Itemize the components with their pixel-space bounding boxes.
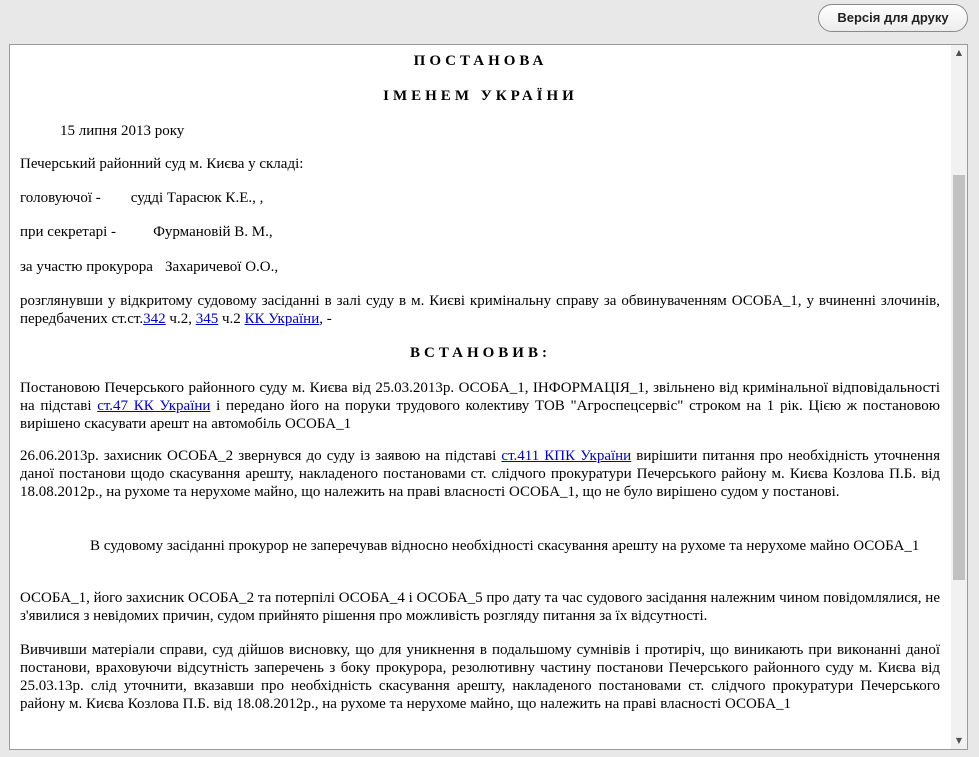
paragraph-text: вирішити питання про необхідність уточнення даної постанови щодо скасування арешту, накладеного постановами ст. слідчого прокуратури Печерського району м. Києва Козлова П.Б. від 18.08.2012р., на рухоме та нерухоме майно, що належить на праві власності ОСОБА_1, що не було вирішено судом у постанові. bbox=[20, 448, 940, 500]
paragraph-5: Вивчивши матеріали справи, суд дійшов висновку, що для уникнення в подальшому сумнівів і протиріч, що виникають при виконанні даної постанови, враховуючи відсутність заперечень з боку прокурора, резолютивну частину постанови Печерського районного суду м. Києва від 25.03.13р. слід уточнити, вказавши про необхідність скасування арешту, накладеного постановами ст. слідчого прокуратури Печерського району м. Києва Козлова П.Б. від 18.08.2012р., на рухоме та нерухоме майно, що належить на праві власності ОСОБА_1 bbox=[20, 642, 940, 712]
document-frame[interactable] bbox=[9, 44, 968, 750]
print-version-button[interactable]: Версія для друку bbox=[818, 4, 968, 32]
paragraph-text: 26.06.2013р. захисник ОСОБА_2 звернувся до суду із заявою на підставі bbox=[20, 448, 502, 464]
case-text: ч.2, bbox=[165, 311, 196, 327]
criminal-code-link[interactable]: КК України bbox=[244, 311, 320, 327]
case-description bbox=[20, 292, 940, 328]
article-342-link[interactable]: 342 bbox=[143, 311, 166, 327]
top-toolbar bbox=[0, 0, 979, 44]
presiding-label: головуючої - bbox=[20, 190, 101, 206]
presiding-judge-line bbox=[20, 190, 263, 207]
prosecutor-label: за участю прокурора bbox=[20, 259, 153, 275]
paragraph-text: і передано його на поруки трудового колективу ТОВ "Агроспецсервіс" строком на 1 рік. Цією ж постановою вирішено скасувати арешт на автомобіль ОСОБА_1 bbox=[20, 398, 940, 432]
case-text: ч.2 bbox=[218, 311, 245, 327]
document-title: ПОСТАНОВА bbox=[413, 53, 548, 69]
case-text: , - bbox=[319, 311, 332, 327]
court-composition: Печерський районний суд м. Києва у складі: bbox=[20, 156, 304, 172]
case-text: розглянувши у відкритому судовому засіданні в залі суду в м. Києві кримінальну справу за обвинуваченням ОСОБА_1, у вчиненні злочинів, передбачених ст.ст. bbox=[20, 293, 940, 327]
scrollbar-thumb[interactable] bbox=[953, 175, 965, 580]
presiding-name: судді Тарасюк К.Е., , bbox=[130, 190, 264, 206]
secretary-line bbox=[20, 224, 273, 241]
document-subtitle: ІМЕНЕМ УКРАЇНИ bbox=[383, 88, 578, 104]
article-411-link[interactable]: ст.411 КПК України bbox=[501, 448, 632, 464]
paragraph-2 bbox=[20, 447, 940, 501]
article-345-link[interactable]: 345 bbox=[195, 311, 219, 327]
vertical-scrollbar[interactable] bbox=[951, 45, 967, 749]
document-content bbox=[10, 45, 951, 749]
secretary-name: Фурмановій В. М., bbox=[153, 224, 273, 240]
paragraph-4: ОСОБА_1, його захисник ОСОБА_2 та потерпілі ОСОБА_4 і ОСОБА_5 про дату та час судового засідання належним чином повідомлялися, не з'явилися з невідомих причин, судом прийнято рішення про можливість розгляду питання за їх відсутності. bbox=[20, 590, 940, 624]
document-date: 15 липня 2013 року bbox=[60, 123, 185, 139]
established-heading: ВСТАНОВИВ: bbox=[410, 345, 551, 361]
prosecutor-name: Захаричевої О.О., bbox=[164, 259, 279, 275]
article-47-link[interactable]: ст.47 КК України bbox=[97, 398, 211, 414]
scroll-up-arrow-icon[interactable]: ▲ bbox=[955, 48, 963, 57]
scroll-down-arrow-icon[interactable]: ▼ bbox=[955, 736, 963, 745]
paragraph-text: Постановою Печерського районного суду м. Києва від 25.03.2013р. ОСОБА_1, ІНФОРМАЦІЯ_1, звільнено від кримінальної відповідальності на підставі bbox=[20, 380, 940, 414]
paragraph-1 bbox=[20, 379, 940, 433]
prosecutor-line bbox=[20, 259, 278, 276]
paragraph-3: В судовому засіданні прокурор не заперечував відносно необхідності скасування арешту на рухоме та нерухоме майно ОСОБА_1 bbox=[90, 538, 920, 554]
secretary-label: при секретарі - bbox=[20, 224, 117, 240]
